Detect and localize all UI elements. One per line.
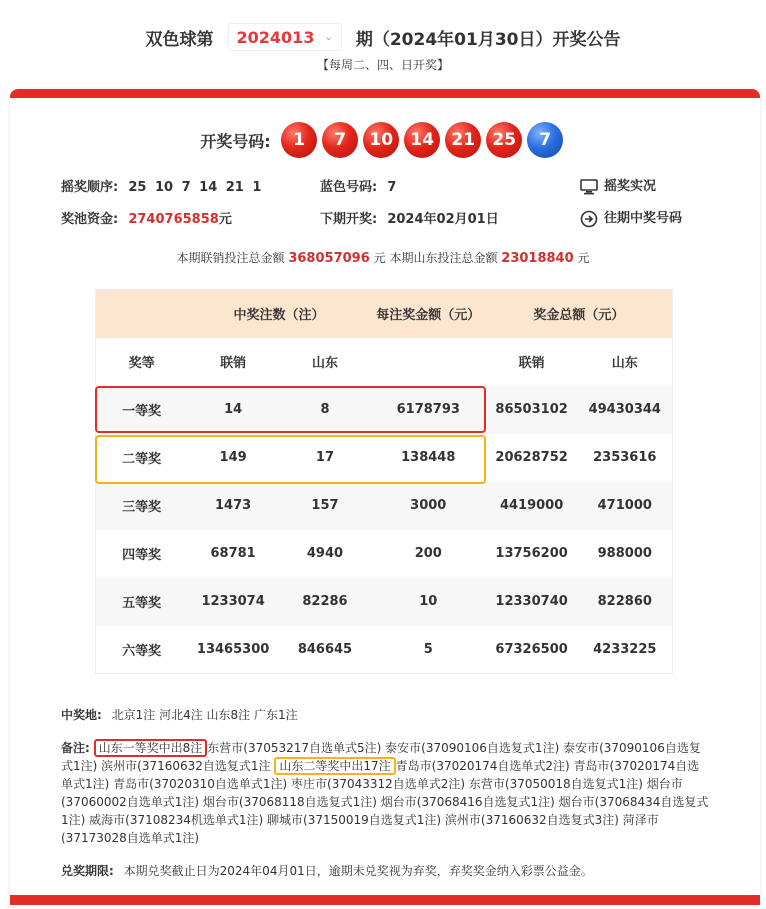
arrow-circle-icon — [580, 210, 598, 228]
red-ball: 10 — [363, 122, 399, 158]
winplace-value: 北京1注 河北4注 山东8注 广东1注 — [111, 708, 298, 722]
first-prize-highlight — [95, 386, 486, 433]
count-local: 17 — [279, 434, 371, 482]
prize-pool — [61, 208, 232, 227]
remark-highlight-first: 山东一等奖中出8注 — [94, 739, 208, 757]
total-national: 13756200 — [486, 530, 578, 578]
prize-level: 二等奖 — [96, 434, 188, 482]
next-label: 下期开奖: — [320, 212, 378, 227]
header-local: 山东 — [279, 338, 371, 386]
table-row — [96, 626, 673, 674]
header — [0, 22, 766, 73]
video-link[interactable] — [580, 175, 656, 195]
pool-value: 2740765858 — [128, 212, 219, 227]
deadline-label: 兑奖期限: — [61, 864, 114, 878]
header-win-count: 中奖注数（注） — [187, 290, 371, 338]
red-ball: 25 — [486, 122, 522, 158]
each-prize: 200 — [371, 530, 486, 578]
count-local: 846645 — [279, 626, 371, 674]
total-national: 4419000 — [486, 482, 578, 530]
header-each-prize: 每注奖金额（元） — [371, 290, 486, 338]
total-national: 12330740 — [486, 578, 578, 626]
total-local: 2353616 — [578, 434, 673, 482]
table-row — [96, 530, 673, 578]
prize-level: 五等奖 — [96, 578, 188, 626]
national-sales-label: 本期联销投注总金额 — [176, 251, 285, 265]
total-national: 67326500 — [486, 626, 578, 674]
order-label: 摇奖顺序: — [61, 180, 119, 195]
table-row — [96, 578, 673, 626]
header-national: 联销 — [187, 338, 279, 386]
issue-number: 2024013 — [236, 27, 315, 47]
sales-summary — [0, 249, 766, 266]
next-draw — [320, 208, 499, 227]
red-ball: 7 — [322, 122, 358, 158]
prize-level: 四等奖 — [96, 530, 188, 578]
second-prize-highlight — [95, 435, 486, 484]
remark-text-2: 青岛市(37020174自选单式2注) 青岛市(37020174自选单式1注) 青岛市(37020310自选单式1注) 枣庄市(37043312自选单式2注) 东营市(37050018自选复式1注) 烟台市(37060002自选单式1注) 烟台市(37068118自选复式1注) 烟台市(37068416自选复式1注) 烟台市(37068434自选复式1注) 威海市(37108234机选单式1注) 聊城市(37150019自选复式1注) 滨州市(37160632自选复式3注) 菏泽市(37173028自选单式1注) — [61, 759, 709, 845]
each-prize: 138448 — [371, 434, 486, 482]
count-national: 13465300 — [187, 626, 279, 674]
local-sales-value: 23018840 — [501, 251, 574, 266]
claim-deadline — [61, 862, 593, 879]
count-national: 1233074 — [187, 578, 279, 626]
remark-highlight-second: 山东二等奖中出17注 — [274, 757, 395, 775]
total-local: 988000 — [578, 530, 673, 578]
table-row — [96, 482, 673, 530]
each-prize: 10 — [371, 578, 486, 626]
remark-text-1: 东营市(37053217自选单式5注) 泰安市(37090106自选复式1注) 泰安市(37090106自选复式1注) 滨州市(37160632自选复式1注 — [61, 741, 701, 773]
history-link[interactable] — [580, 207, 682, 228]
total-local: 822860 — [578, 578, 673, 626]
count-national: 68781 — [187, 530, 279, 578]
deadline-value: 本期兑奖截止日为2024年04月01日，逾期未兑奖视为弃奖，弃奖奖金纳入彩票公益金。 — [123, 864, 593, 878]
winplace-label: 中奖地: — [61, 708, 102, 722]
local-sales-label: 本期山东投注总金额 — [389, 251, 498, 265]
total-local: 49430344 — [578, 386, 673, 434]
issue-select[interactable] — [228, 23, 342, 51]
pool-unit: 元 — [218, 212, 232, 227]
prize-level: 六等奖 — [96, 626, 188, 674]
header-blank — [96, 290, 188, 338]
bottom-bar — [10, 895, 760, 905]
prize-level: 一等奖 — [96, 386, 188, 434]
national-sales-value: 368057096 — [288, 251, 370, 266]
count-national: 14 — [187, 386, 279, 434]
red-ball: 1 — [281, 122, 317, 158]
count-local: 4940 — [279, 530, 371, 578]
numbers-label: 开奖号码: — [200, 131, 271, 151]
blue-value: 7 — [387, 180, 397, 195]
header-total-local: 山东 — [578, 338, 673, 386]
draw-order — [61, 176, 261, 195]
remark-label: 备注: — [61, 741, 90, 755]
red-ball: 14 — [404, 122, 440, 158]
each-prize: 6178793 — [371, 386, 486, 434]
winning-numbers — [0, 122, 766, 158]
history-link-label: 往期中奖号码 — [604, 211, 683, 226]
red-ball: 21 — [445, 122, 481, 158]
monitor-icon — [580, 179, 598, 195]
pool-label: 奖池资金: — [61, 212, 119, 227]
total-local: 4233225 — [578, 626, 673, 674]
local-sales-unit: 元 — [577, 251, 590, 265]
header-level: 奖等 — [96, 338, 188, 386]
title-suffix: 期（2024年01月30日）开奖公告 — [355, 29, 621, 50]
total-local: 471000 — [578, 482, 673, 530]
count-local: 157 — [279, 482, 371, 530]
header-total-prize: 奖金总额（元） — [486, 290, 673, 338]
count-local: 82286 — [279, 578, 371, 626]
schedule-text: 【每周二、四、日开奖】 — [316, 58, 449, 72]
total-national: 20628752 — [486, 434, 578, 482]
win-locations — [61, 706, 298, 723]
header-total-national: 联销 — [486, 338, 578, 386]
title-prefix: 双色球第 — [145, 29, 214, 50]
next-value: 2024年02月01日 — [387, 212, 499, 227]
each-prize: 3000 — [371, 482, 486, 530]
count-local: 8 — [279, 386, 371, 434]
national-sales-unit: 元 — [373, 251, 386, 265]
total-national: 86503102 — [486, 386, 578, 434]
chevron-down-icon: ⌄ — [324, 31, 333, 43]
count-national: 149 — [187, 434, 279, 482]
prize-level: 三等奖 — [96, 482, 188, 530]
order-value: 25 10 7 14 21 1 — [128, 180, 262, 195]
count-national: 1473 — [187, 482, 279, 530]
remarks — [61, 739, 709, 847]
header-blank-2 — [371, 338, 486, 386]
blue-label: 蓝色号码: — [320, 180, 378, 195]
blue-number — [320, 176, 396, 195]
blue-ball: 7 — [527, 122, 563, 158]
each-prize: 5 — [371, 626, 486, 674]
video-link-label: 摇奖实况 — [604, 179, 657, 194]
